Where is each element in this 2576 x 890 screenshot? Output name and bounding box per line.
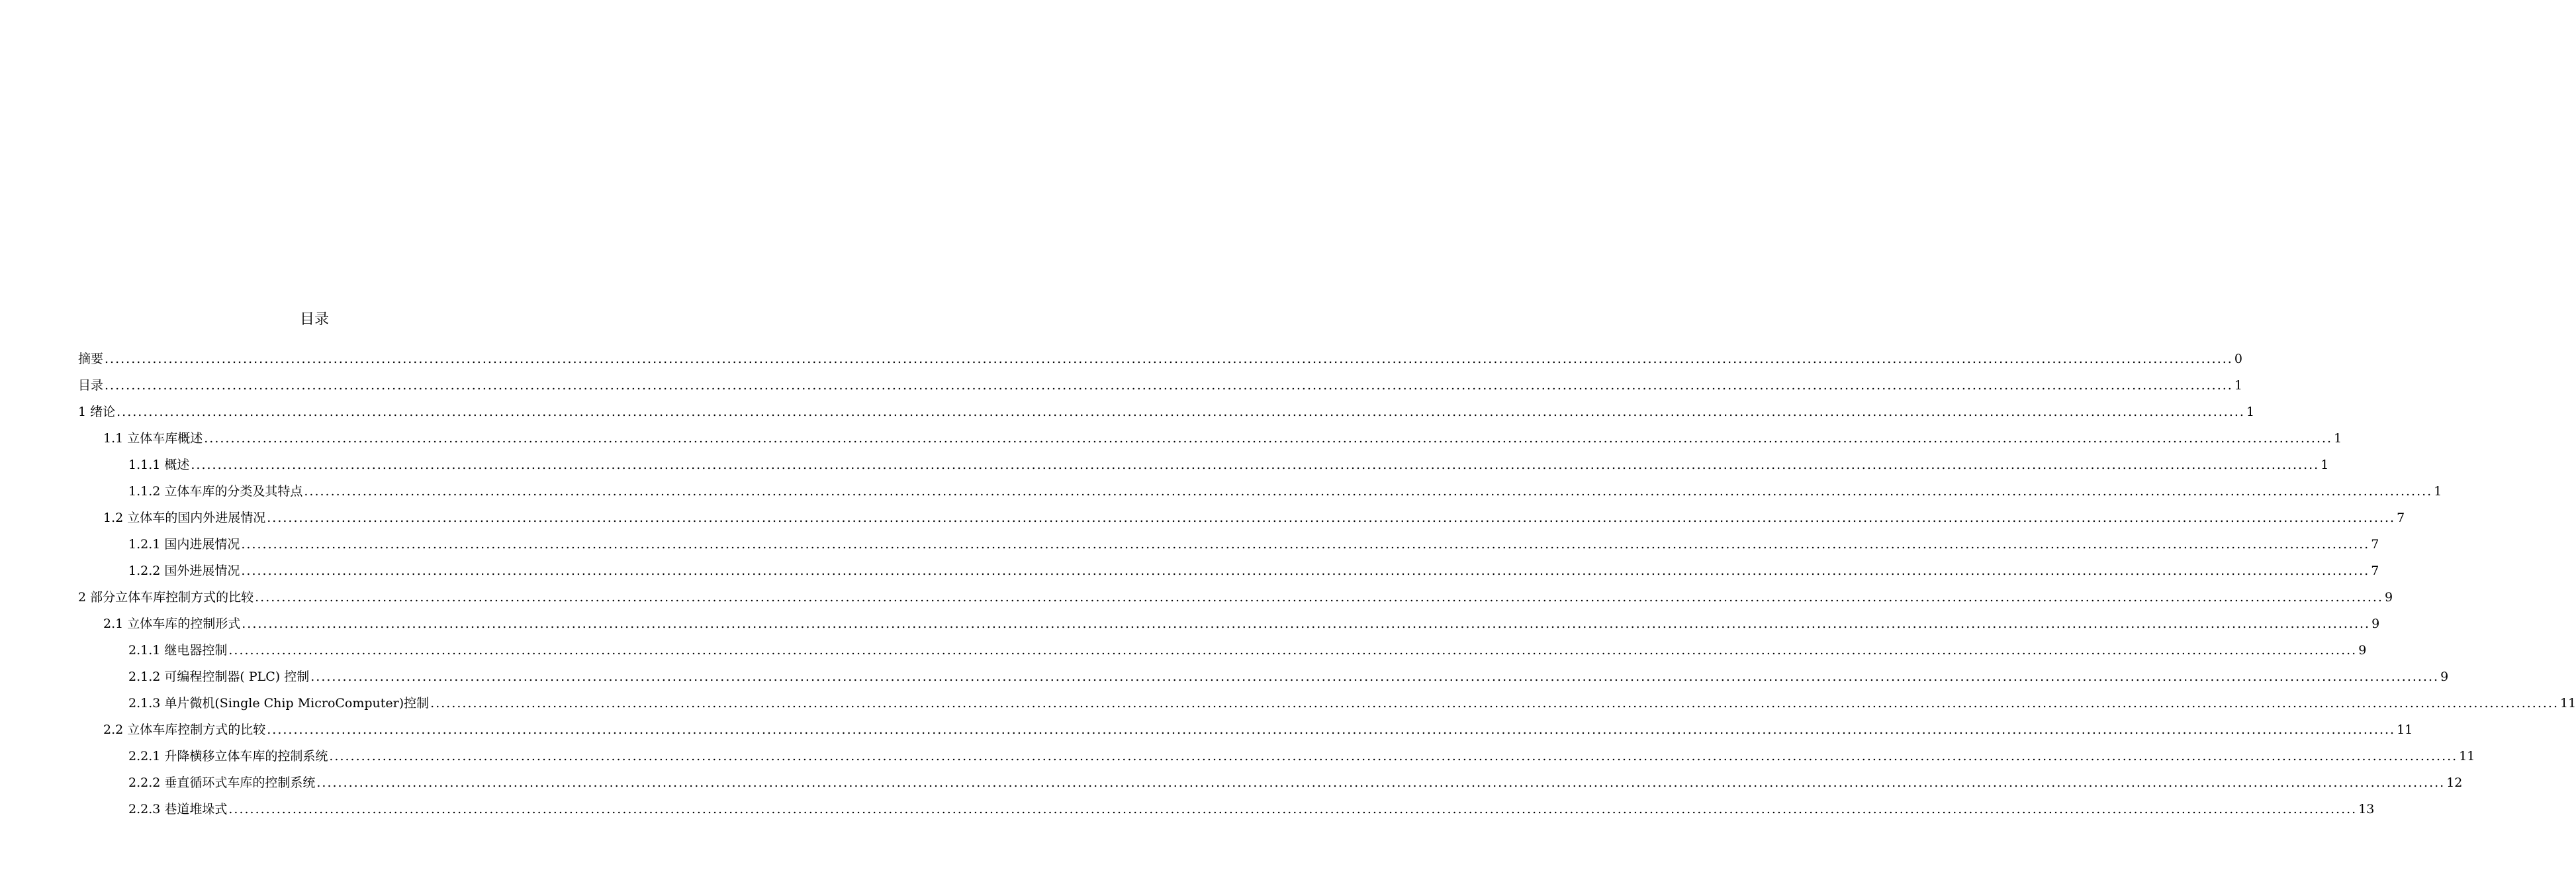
- toc-leader-dots: ................................................................................................................................................................................................................................................................................................................................................................................................................: [116, 405, 2245, 419]
- toc-entry-page: 7: [2371, 537, 2379, 552]
- toc-entry-page: 1: [2321, 458, 2329, 472]
- toc-entry[interactable]: [103, 425, 2342, 452]
- toc-entry[interactable]: [128, 664, 2449, 690]
- toc-entry-text: 2.1.2 可编程控制器( PLC) 控制: [128, 669, 310, 684]
- toc-leader-dots: ................................................................................................................................................................................................................................................................................................................................................................................................................: [105, 352, 2233, 366]
- toc-entry-page: 9: [2384, 590, 2393, 605]
- toc-entry-page: 11: [2397, 722, 2413, 737]
- toc-leader-dots: ................................................................................................................................................................................................................................................................................................................................................................................................................: [228, 643, 2358, 658]
- toc-entry-page: 1: [2246, 405, 2255, 419]
- toc-entry[interactable]: [128, 743, 2475, 769]
- toc-entry[interactable]: [128, 796, 2375, 822]
- toc-entry-page: 7: [2397, 511, 2405, 525]
- toc-leader-dots: ................................................................................................................................................................................................................................................................................................................................................................................................................: [255, 590, 2383, 605]
- toc-leader-dots: ................................................................................................................................................................................................................................................................................................................................................................................................................: [228, 802, 2358, 816]
- toc-entry-text: 1.2.2 国外进展情况: [128, 564, 240, 578]
- toc-entry-page: 11: [2560, 696, 2576, 711]
- toc-entry-text: 2.1 立体车库的控制形式: [103, 617, 241, 631]
- toc-leader-dots: ................................................................................................................................................................................................................................................................................................................................................................................................................: [316, 775, 2446, 790]
- toc-entry-text: 1 绪论: [78, 405, 116, 419]
- toc-entry-text: 2.2.1 升降横移立体车库的控制系统: [128, 749, 328, 764]
- toc-entry[interactable]: [128, 769, 2463, 796]
- toc-entry-text: 目录: [78, 378, 104, 393]
- toc-entry[interactable]: [103, 717, 2413, 743]
- toc-entry[interactable]: [103, 611, 2380, 637]
- toc-leader-dots: ................................................................................................................................................................................................................................................................................................................................................................................................................: [105, 378, 2233, 393]
- toc-entry-page: 9: [2440, 669, 2449, 684]
- toc-entry-text: 1.1.1 概述: [128, 458, 190, 472]
- toc-entry-text: 2.2.3 巷道堆垛式: [128, 802, 228, 816]
- toc-leader-dots: ................................................................................................................................................................................................................................................................................................................................................................................................................: [304, 484, 2433, 499]
- toc-leader-dots: ................................................................................................................................................................................................................................................................................................................................................................................................................: [329, 749, 2458, 764]
- toc-entry-text: 摘要: [78, 352, 104, 366]
- toc-entry-text: 2.2.2 垂直循环式车库的控制系统: [128, 775, 316, 790]
- toc-entry-page: 0: [2234, 352, 2242, 366]
- toc-title: 目录: [299, 311, 329, 328]
- toc-leader-dots: ................................................................................................................................................................................................................................................................................................................................................................................................................: [310, 669, 2440, 684]
- toc-entry[interactable]: [128, 478, 2442, 505]
- toc-entry-page: 12: [2446, 775, 2463, 790]
- toc-entry-page: 13: [2358, 802, 2375, 816]
- toc-leader-dots: ................................................................................................................................................................................................................................................................................................................................................................................................................: [191, 458, 2320, 472]
- toc-leader-dots: ................................................................................................................................................................................................................................................................................................................................................................................................................: [204, 431, 2333, 446]
- toc-entry-text: 2.1.1 继电器控制: [128, 643, 228, 658]
- toc-leader-dots: ................................................................................................................................................................................................................................................................................................................................................................................................................: [267, 722, 2396, 737]
- toc-entry-text: 2 部分立体车库控制方式的比较: [78, 590, 254, 605]
- toc-leader-dots: ................................................................................................................................................................................................................................................................................................................................................................................................................: [241, 537, 2370, 552]
- toc-entry-page: 1: [2234, 378, 2242, 393]
- toc-leader-dots: ................................................................................................................................................................................................................................................................................................................................................................................................................: [241, 564, 2370, 578]
- toc-entry[interactable]: [78, 346, 2242, 372]
- toc-entry-text: 1.1.2 立体车库的分类及其特点: [128, 484, 303, 499]
- toc-entry-text: 1.2 立体车的国内外进展情况: [103, 511, 266, 525]
- toc-entry[interactable]: [78, 584, 2393, 611]
- toc-entry-text: 1.2.1 国内进展情况: [128, 537, 240, 552]
- toc-leader-dots: ................................................................................................................................................................................................................................................................................................................................................................................................................: [242, 617, 2371, 631]
- toc-leader-dots: ................................................................................................................................................................................................................................................................................................................................................................................................................: [430, 696, 2559, 711]
- toc-entry[interactable]: [103, 505, 2405, 531]
- toc-entry-page: 9: [2358, 643, 2367, 658]
- toc-entry[interactable]: [78, 372, 2242, 399]
- toc-entry[interactable]: [128, 637, 2367, 664]
- toc-entry[interactable]: [128, 690, 2576, 717]
- toc-entry-text: 2.2 立体车库控制方式的比较: [103, 722, 266, 737]
- toc-entry[interactable]: [128, 531, 2379, 558]
- toc-entry-text: 2.1.3 单片微机(Single Chip MicroComputer)控制: [128, 696, 430, 711]
- toc-leader-dots: ................................................................................................................................................................................................................................................................................................................................................................................................................: [267, 511, 2396, 525]
- toc-entry[interactable]: [78, 399, 2255, 425]
- toc-entry-page: 7: [2371, 564, 2379, 578]
- toc-entry-page: 9: [2371, 617, 2380, 631]
- toc-entry-page: 1: [2334, 431, 2342, 446]
- toc-entry-page: 1: [2434, 484, 2442, 499]
- toc-entry[interactable]: [128, 558, 2379, 584]
- toc-entry-page: 11: [2459, 749, 2475, 764]
- toc-entry-text: 1.1 立体车库概述: [103, 431, 203, 446]
- toc-entry[interactable]: [128, 452, 2329, 478]
